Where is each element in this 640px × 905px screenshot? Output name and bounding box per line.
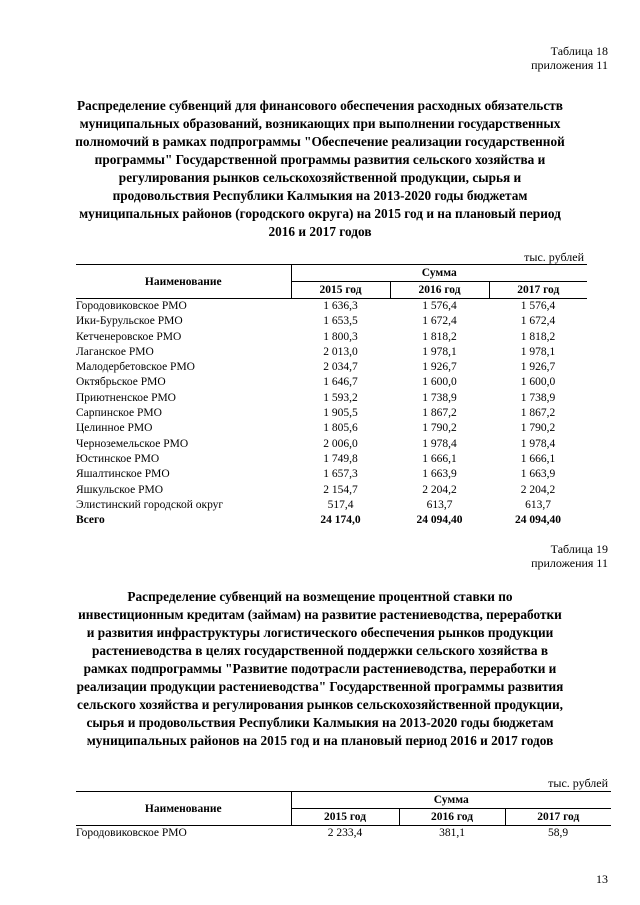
cell-2017: 58,9 [547,827,569,839]
cell-2017: 1 672,4 [520,315,556,328]
table18 [76,264,587,528]
table18-title: Распределение субвенций для финансового обеспечения расходных обязательств муниципальных образований, возникающих при выполнении государственных полномочий в рамках подпрограммы "Обеспечение реализации государственной программы" Государственной программы развития сельского хозяйства и регулирования рынков сельскохозяйственной продукции, сырья и продовольствия Республики Калмыкия на 2013-2020 годы бюджетам муниципальных районов (городского округа) на 2015 год и на плановый период 2016 и 2017 годов [75,98,565,239]
cell-name: Октябрьское РМО [76,376,166,389]
table-row [76,498,587,513]
cell-2015: 1 646,7 [323,376,358,389]
table-row [76,360,587,375]
table18-header-year: 2016 год [390,282,489,299]
cell-2017: 1 738,9 [520,391,556,404]
cell-2016: 381,1 [439,827,465,839]
table18-note [531,44,608,72]
table19-number: Таблица 19 [550,542,608,556]
cell-2017: 1 926,7 [520,361,556,374]
table19-header-year: 2015 год [291,809,399,826]
cell-2017: 1 867,2 [520,407,556,420]
cell-2016: 1 978,4 [422,437,457,450]
cell-2016: 1 790,2 [422,422,457,435]
table19 [76,791,611,841]
table-row [76,483,587,498]
cell-2015: 24 174,0 [320,514,361,527]
table-row [76,345,587,360]
table-total-row [76,513,587,528]
table19-appendix: приложения 11 [531,556,608,570]
cell-2017: 1 818,2 [520,330,556,343]
table18-number: Таблица 18 [550,44,608,58]
cell-2017: 1 978,1 [520,345,556,358]
cell-2016: 1 867,2 [422,407,457,420]
page-number: 13 [596,872,608,886]
cell-name: Юстинское РМО [76,452,160,465]
table18-header-name: Наименование [76,265,291,299]
cell-2016: 1 978,1 [422,345,457,358]
table-row [76,330,587,345]
cell-name: Сарпинское РМО [76,407,162,420]
table-row [76,467,587,482]
cell-name: Городовиковское РМО [76,827,187,839]
cell-2015: 517,4 [327,498,354,511]
table-row [76,299,587,315]
cell-name: Элистинский городской округ [76,498,224,511]
cell-name: Яшкульское РМО [76,483,164,496]
table18-header-year: 2017 год [489,282,587,299]
cell-2016: 1 926,7 [422,361,457,374]
table-row [76,421,587,436]
cell-2017: 1 790,2 [520,422,556,435]
cell-2016: 613,7 [426,498,453,511]
table19-note [531,542,608,570]
cell-2015: 1 905,5 [323,407,358,420]
table18-body [76,299,587,529]
cell-2016: 1 600,0 [422,376,457,389]
table19-header-name: Наименование [76,792,291,826]
cell-2015: 1 636,3 [323,300,358,312]
cell-2015: 1 800,3 [323,330,358,343]
table18-unit: тыс. рублей [524,250,584,264]
cell-2016: 1 818,2 [422,330,457,343]
cell-2016: 1 672,4 [422,315,457,328]
cell-2015: 2 154,7 [323,483,358,496]
table-row [76,314,587,329]
cell-name: Яшалтинское РМО [76,468,170,481]
cell-2015: 1 593,2 [323,391,358,404]
table19-header-year: 2017 год [505,809,611,826]
cell-2017: 1 663,9 [520,468,556,481]
table19-body [76,826,611,842]
cell-2015: 2 034,7 [323,361,358,374]
cell-2017: 1 576,4 [520,300,556,312]
cell-2016: 1 663,9 [422,468,457,481]
cell-2016: 1 666,1 [422,452,457,465]
cell-2015: 2 013,0 [323,345,358,358]
table-row [76,452,587,467]
cell-2015: 1 805,6 [323,422,358,435]
cell-name: Малодербетовское РМО [76,361,195,374]
table-row [76,406,587,421]
table19-unit: тыс. рублей [548,776,608,790]
table-row [76,437,587,452]
cell-2017: 24 094,40 [515,514,561,527]
cell-2017: 2 204,2 [520,483,556,496]
cell-2017: 1 978,4 [520,437,556,450]
cell-name: Городовиковское РМО [76,300,187,312]
cell-2015: 1 657,3 [323,468,358,481]
cell-2016: 24 094,40 [416,514,463,527]
cell-2016: 2 204,2 [422,483,457,496]
cell-2015: 2 006,0 [323,437,358,450]
cell-name: Всего [76,514,105,527]
table-row [76,375,587,390]
cell-2017: 1 666,1 [520,452,556,465]
cell-name: Целинное РМО [76,422,153,435]
cell-name: Черноземельское РМО [76,437,189,450]
cell-2015: 1 653,5 [323,315,358,328]
table-row [76,826,611,842]
cell-2017: 1 600,0 [520,376,556,389]
cell-name: Ики-Бурульское РМО [76,315,183,328]
cell-2016: 1 576,4 [422,300,457,312]
table19-header-sum: Сумма [291,792,611,809]
cell-2017: 613,7 [525,498,551,511]
cell-name: Приютненское РМО [76,391,176,404]
cell-2015: 2 233,4 [327,827,363,839]
cell-2016: 1 738,9 [422,391,457,404]
table-row [76,391,587,406]
table18-header-year: 2015 год [291,282,390,299]
cell-name: Лаганское РМО [76,345,154,358]
cell-2015: 1 749,8 [323,452,358,465]
table19-title: Распределение субвенций на возмещение процентной ставки по инвестиционным кредитам (займам) на развитие растениеводства, переработки и развития инфраструктуры логистического обеспечения рынков продукции растениеводства в целях государственной поддержки сельского хозяйства в рамках подпрограммы "Развитие подотрасли растениеводства, переработки и реализации продукции растениеводства" Государственной программы развития сельского хозяйства и регулирования рынков сельскохозяйственной продукции, сырья и продовольствия Республики Калмыкия на 2013-2020 годы бюджетам муниципальных районов на 2015 год и на плановый период 2016 и 2017 годов [76,589,564,748]
table18-appendix: приложения 11 [531,58,608,72]
cell-name: Кетченеровское РМО [76,330,182,343]
table18-header-sum: Сумма [291,265,587,282]
table19-header-year: 2016 год [399,809,505,826]
